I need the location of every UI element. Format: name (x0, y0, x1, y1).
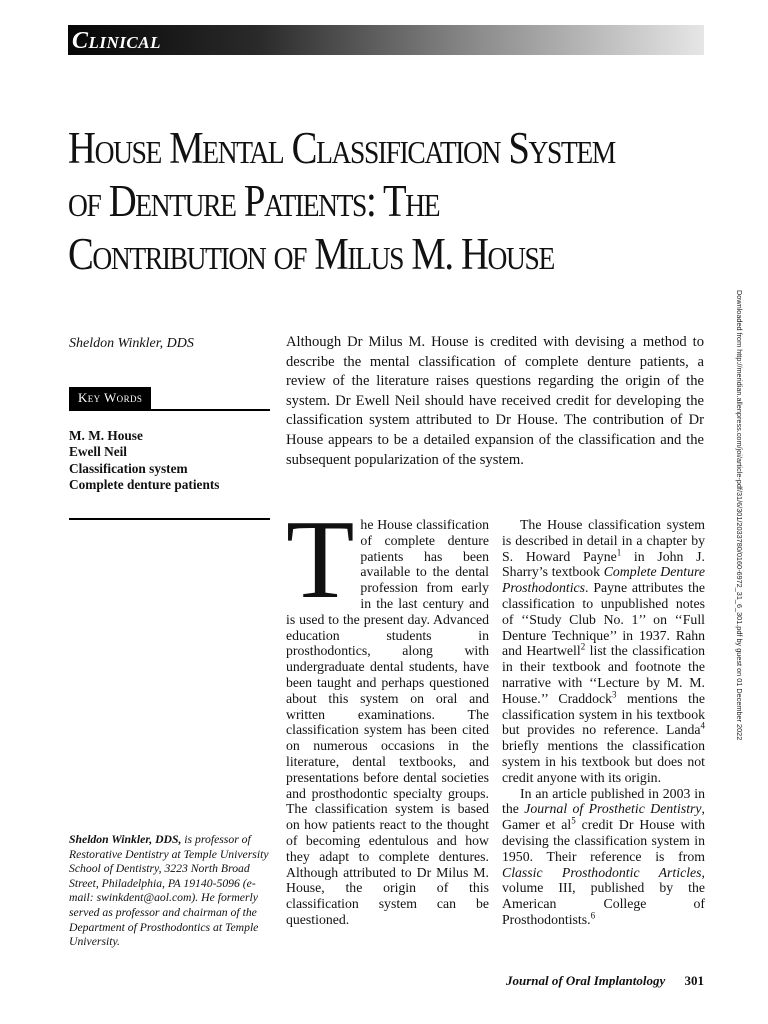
abstract: Although Dr Milus M. House is credited with devising a method to describe the mental classification of complete denture patients, a review of the literature raises questions regarding the origin of the system. Dr Ewell Neil should have received credit for developing the classification system attributed to Dr House. The contribution of Dr House appears to be a detailed expansion of the classification and the subsequent popularization of the system. (286, 334, 704, 468)
download-side-note: Downloaded from http://meridian.allenpress.com/joi/article-pdf/31/6/301/2033780/0160-6972_31_6_301.pdf by guest on 01 December 2022 (735, 290, 744, 741)
keyword-item: Complete denture patients (69, 476, 220, 492)
reference-marker: 1 (616, 547, 622, 557)
keyword-item: Ewell Neil (69, 444, 127, 460)
bio-text: is professor of Restorative Dentistry at Temple University School of Dentistry, 3223 North Broad Street, Philadelphia, PA 19140-5096 (e-mail: swinkdent@aol.com). He formerly served as professor and chairman of the Department of Prosthodontics at Temple University. (69, 833, 269, 949)
body-text: briefly mentions the classification system in his textbook but does not credit anyone with its origin. (502, 738, 705, 785)
book-title: Classic Prosthodontic Articles (502, 864, 702, 880)
body-text: credit Dr House with devising the classification system in 1950. Their reference is from (502, 817, 705, 864)
section-label: Clinical (72, 28, 161, 54)
body-column-2 (502, 517, 705, 928)
bio-name: Sheldon Winkler, DDS, (69, 833, 182, 846)
body-text: The House classification system is described in detail in a chapter by S. Howard Payne (502, 517, 705, 564)
body-text: list the classification in their textbook and footnote the narrative with ‘‘Lecture by M. M. House.’’ Craddock (502, 643, 705, 706)
page-footer (506, 973, 704, 989)
book-title: Complete Denture Prosthodontics (502, 564, 705, 596)
keywords-rule (69, 409, 270, 411)
keywords-bottom-rule (69, 518, 270, 520)
reference-marker: 2 (580, 641, 586, 652)
keywords-list (69, 428, 219, 493)
section-header-bar (68, 25, 704, 55)
footer-journal: Journal of Oral Implantology (505, 973, 666, 988)
reference-marker: 4 (700, 720, 705, 731)
body-paragraph (502, 517, 705, 786)
body-column-1 (286, 498, 489, 928)
keywords-heading: Key Words (69, 387, 151, 409)
keyword-item: M. M. House (69, 428, 143, 443)
keyword-item: Classification system (69, 460, 188, 476)
body-text: . Payne attributes the classification to unpublished notes of ‘‘Study Club No. 1’’ on ‘‘Full Denture Technique’’ in 1937. Rahn and Heartwell (502, 580, 705, 659)
body-text: , Gamer et al (502, 801, 705, 833)
reference-marker: 6 (590, 910, 596, 921)
page-number: 301 (684, 973, 704, 988)
body-text: in John J. Sharry’s textbook (502, 548, 705, 580)
author-line: Sheldon Winkler, DDS (69, 336, 194, 351)
drop-cap: T (286, 498, 355, 622)
body-text: mentions the classification system in his textbook but provides no reference. Landa (502, 690, 706, 738)
body-text: , volume III, published by the American College of Prosthodontists. (502, 864, 705, 927)
journal-title: Journal of Prosthetic Dentistry (524, 801, 702, 817)
body-text: he House classification of complete denture patients has been available to the dental profession from early in the last century and is used to the present day. Advanced education students in prosthodontics, along with undergraduate dental students, have been taught and perhaps questioned about this system on oral and written examinations. The classification system has been cited on numerous occasions in the literature, dental textbooks, and presentations before dental societies and prosthodontic specialty groups. The classification system is based on how patients react to the thought of becoming edentulous and how they adapt to complete dentures. Although attributed to Dr Milus M. House, the origin of this classification system can be questioned. (286, 517, 489, 927)
body-text: In an article published in 2003 in the (502, 785, 705, 817)
reference-marker: 5 (571, 815, 576, 826)
reference-marker: 3 (612, 689, 617, 700)
author-bio (69, 833, 273, 950)
article-title: House Mental Classification System of Denture Patients: The Contribution of Milus M. House (68, 123, 615, 280)
body-paragraph (502, 786, 705, 928)
